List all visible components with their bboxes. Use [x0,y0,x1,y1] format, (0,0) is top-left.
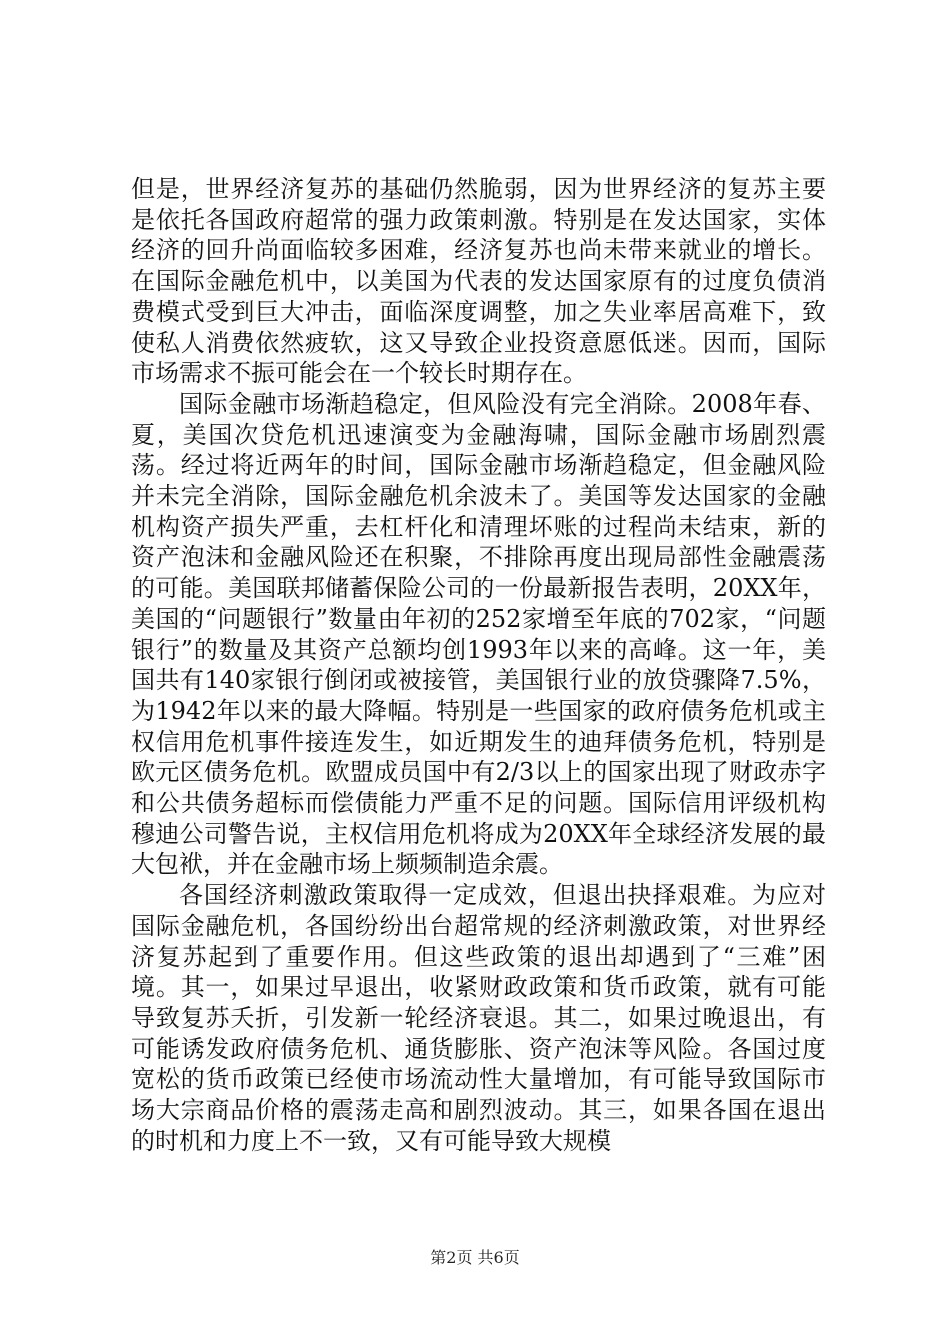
page-number-label: 第2页 共6页 [430,1248,520,1267]
paragraph-2: 国际金融市场渐趋稳定，但风险没有完全消除。2008年春、夏，美国次贷危机迅速演变为金融海啸，国际金融市场剧烈震荡。经过将近两年的时间，国际金融市场渐趋稳定，但金融风险并未完全消除，国际金融危机余波未了。美国等发达国家的金融机构资产损失严重，去杠杆化和清理坏账的过程尚未结束，新的资产泡沫和金融风险还在积聚，不排除再度出现局部性金融震荡的可能。美国联邦储蓄保险公司的一份最新报告表明，20XX年，美国的“问题银行”数量由年初的252家增至年底的702家，“问题银行”的数量及其资产总额均创1993年以来的高峰。这一年，美国共有140家银行倒闭或被接管，美国银行业的放贷骤降7.5%，为1942年以来的最大降幅。特别是一些国家的政府债务危机或主权信用危机事件接连发生，如近期发生的迪拜债务危机，特别是欧元区债务危机。欧盟成员国中有2/3以上的国家出现了财政赤字和公共债务超标而偿债能力严重不足的问题。国际信用评级机构穆迪公司警告说，主权信用危机将成为20XX年全球经济发展的最大包袱，并在金融市场上频频制造余震。 [131,389,826,879]
body-text [131,174,826,1157]
page-footer [0,1245,950,1268]
paragraph-1: 但是，世界经济复苏的基础仍然脆弱，因为世界经济的复苏主要是依托各国政府超常的强力政策刺激。特别是在发达国家，实体经济的回升尚面临较多困难，经济复苏也尚未带来就业的增长。在国际金融危机中，以美国为代表的发达国家原有的过度负债消费模式受到巨大冲击，面临深度调整，加之失业率居高难下，致使私人消费依然疲软，这又导致企业投资意愿低迷。因而，国际市场需求不振可能会在一个较长时期存在。 [131,175,826,388]
paragraph-3: 各国经济刺激政策取得一定成效，但退出抉择艰难。为应对国际金融危机，各国纷纷出台超常规的经济刺激政策，对世界经济复苏起到了重要作用。但这些政策的退出却遇到了“三难”困境。其一，如果过早退出，收紧财政政策和货币政策，就有可能导致复苏夭折，引发新一轮经济衰退。其二，如果过晚退出，有可能诱发政府债务危机、通货膨胀、资产泡沫等风险。各国过度宽松的货币政策已经使市场流动性大量增加，有可能导致国际市场大宗商品价格的震荡走高和剧烈波动。其三，如果各国在退出的时机和力度上不一致，又有可能导致大规模 [131,881,826,1155]
